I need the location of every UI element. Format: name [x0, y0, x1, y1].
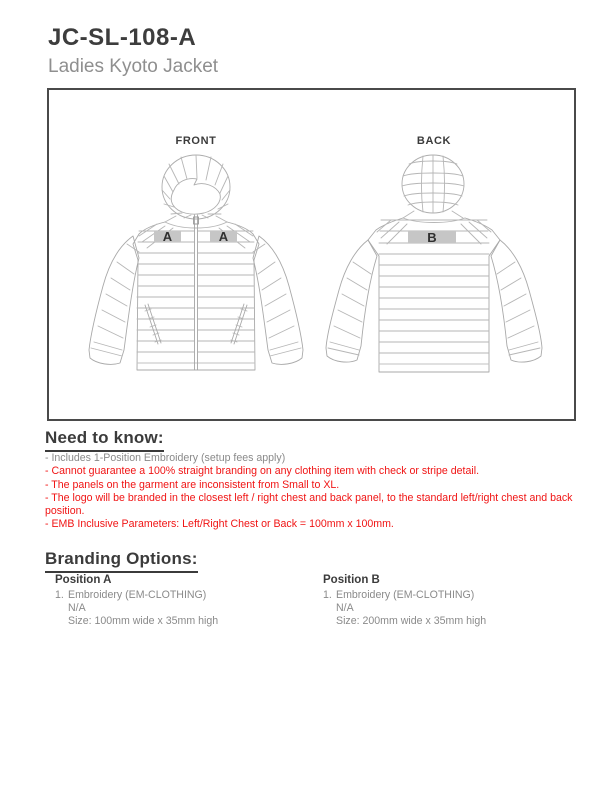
branding-marker-front-left — [154, 231, 181, 242]
option-number: 1. — [55, 589, 64, 601]
front-view-label: FRONT — [175, 135, 217, 147]
option-note: N/A — [336, 602, 354, 614]
option-size: Size: 100mm wide x 35mm high — [68, 615, 219, 627]
option-note: N/A — [68, 602, 86, 614]
need-to-know-notes — [45, 452, 593, 532]
need-to-know-heading: Need to know: — [45, 428, 164, 452]
note-item: - EMB Inclusive Parameters: Left/Right Chest or Back = 100mm x 100mm. — [45, 518, 394, 531]
branding-position-a — [55, 574, 305, 628]
front-jacket-drawing — [81, 152, 311, 407]
note-item: - Includes 1-Position Embroidery (setup fees apply) — [45, 452, 286, 464]
option-number: 1. — [323, 589, 332, 601]
branding-position-b — [323, 574, 573, 628]
marker-letter: A — [162, 229, 173, 244]
option-method: Embroidery (EM-CLOTHING) — [336, 589, 475, 601]
option-method: Embroidery (EM-CLOTHING) — [68, 589, 207, 601]
marker-letter: B — [427, 229, 437, 245]
note-item: - The panels on the garment are inconsistent from Small to XL. — [45, 478, 340, 491]
note-item: - Cannot guarantee a 100% straight branding on any clothing item with check or stripe detail. — [45, 465, 480, 478]
position-a-option — [55, 589, 305, 628]
position-a-title: Position A — [55, 574, 112, 586]
position-b-option — [323, 589, 573, 628]
branding-marker-front-right — [210, 231, 237, 242]
note-item: - The logo will be branded in the closest left / right chest and back panel, to the standard left/right chest and back position. — [45, 491, 573, 518]
marker-letter: A — [218, 229, 229, 244]
position-b-title: Position B — [323, 574, 380, 586]
garment-diagram-box — [47, 88, 576, 421]
product-name: Ladies Kyoto Jacket — [48, 56, 219, 77]
branding-options-heading: Branding Options: — [45, 549, 198, 573]
back-view-label: BACK — [416, 135, 452, 147]
back-jacket-drawing — [319, 150, 549, 405]
option-size: Size: 200mm wide x 35mm high — [336, 615, 487, 627]
product-code: JC-SL-108-A — [48, 24, 197, 51]
branding-marker-back — [408, 231, 456, 243]
